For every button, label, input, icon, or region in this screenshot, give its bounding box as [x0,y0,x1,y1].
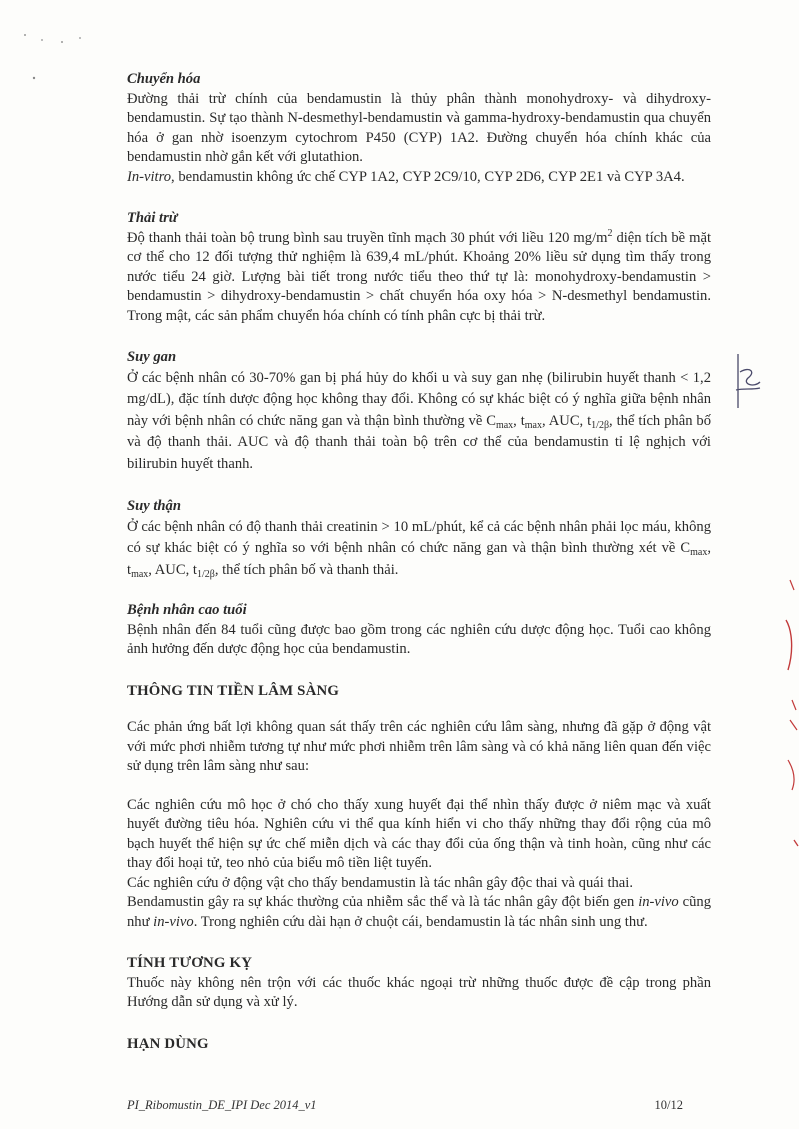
elderly-section [127,601,711,660]
excretion-text-b: diện tích bề mặt cơ thể cho 12 đối tượng thử nghiệm là 639,4 mL/phút. Khoảng 20% liều sử dụng tìm thấy trong nước tiểu 24 giờ. Lượng bài tiết trong nước tiểu theo thứ tự là: monohydroxy-bendamustin > bendamustin > dihydroxy-bendamustin > chất chuyển hóa oxy hóa > N-desmethyl bendamustin. Trong mật, các sản phẩm chuyển hóa chính có tính phân cực bị thải trừ. [127,229,711,324]
elderly-paragraph: Bệnh nhân đến 84 tuổi cũng được bao gồm trong các nghiên cứu dược động học. Tuổi cao không ảnh hưởng đến dược động học của bendamustin. [127,621,711,657]
expiry-heading: HẠN DÙNG [127,1035,209,1052]
preclinical-paragraph-4 [127,893,711,932]
hepatic-section [127,348,711,475]
page-footer [127,1098,683,1113]
excretion-text-a: Độ thanh thải toàn bộ trung bình sau truyền tĩnh mạch 30 phút với liều 120 mg/m [127,229,608,246]
tmax-subscript: max [524,419,542,431]
half-life-subscript: 1/2β [196,568,215,580]
hepatic-text-d: , thể tích phân bố và độ thanh thải. AUC và độ thanh thải toàn bộ trên cơ thể của bendamustin tỉ lệ nghịch với bilirubin huyết thanh. [127,412,711,472]
hepatic-text-a: Ở các bệnh nhân có 30-70% gan bị phá hủy do khối u và suy gan nhẹ (bilirubin huyết thanh < 1,2 mg/dL), đặc tính dược động học không thay đổi. Không có sự khác biệt có ý nghĩa giữa bệnh nhân này với bệnh nhân có chức năng gan và thận bình thường về C [127,369,711,429]
hepatic-heading: Suy gan [127,349,177,365]
preclinical-section [127,682,711,933]
cmax-subscript: max [495,419,514,431]
compatibility-heading: TÍNH TƯƠNG KỴ [127,955,253,971]
metabolism-section [127,70,711,187]
metabolism-paragraph: Đường thải trừ chính của bendamustin là thủy phân thành monohydroxy- và dihydroxy-bendamustin. Sự tạo thành N-desmethyl-bendamustin và gamma-hydroxy-bendamustin qua chuyển hóa ở gan nhờ isoenzym cytochrom P450 (CYP) 1A2. Đường chuyển hóa chính khác của bendamustin nhờ gắn kết với glutathion. [127,90,711,165]
half-life-subscript: 1/2β [591,419,610,431]
excretion-paragraph [127,229,711,327]
signature-mark [728,352,768,412]
excretion-heading: Thải trừ [127,210,178,226]
renal-heading: Suy thận [127,498,181,514]
in-vitro-term: In-vitro [127,168,172,185]
hepatic-text-c: , AUC, t [542,412,592,429]
unit-superscript: 2 [607,227,613,239]
renal-paragraph [127,517,711,582]
metabolism-heading: Chuyển hóa [127,71,201,87]
preclinical-paragraph-3: Các nghiên cứu ở động vật cho thấy bendamustin là tác nhân gây độc thai và quái thai. [127,874,633,891]
in-vivo-term-2: in-vivo [153,913,194,930]
compatibility-section [127,954,711,1013]
document-body [127,70,711,1054]
in-vitro-text: , bendamustin không ức chế CYP 1A2, CYP 2C9/10, CYP 2D6, CYP 2E1 và CYP 3A4. [171,168,685,185]
in-vitro-paragraph [127,168,711,188]
expiry-section [127,1035,711,1055]
compatibility-paragraph: Thuốc này không nên trộn với các thuốc khác ngoại trừ những thuốc được đề cập trong phần Hướng dẫn sử dụng và xử lý. [127,974,711,1010]
document-id: PI_Ribomustin_DE_IPI Dec 2014_v1 [127,1098,317,1112]
hepatic-paragraph [127,368,711,476]
preclinical-heading: THÔNG TIN TIỀN LÂM SÀNG [127,682,340,699]
cmax-subscript: max [690,547,708,558]
hepatic-text-b: , t [513,412,525,429]
excretion-section [127,209,711,326]
scan-speck-marks [20,30,90,90]
renal-text-b: , t [127,540,711,578]
renal-text-d: , thể tích phân bố và thanh thải. [214,561,399,578]
tmax-subscript: max [131,568,149,580]
preclinical-paragraph-2: Các nghiên cứu mô học ở chó cho thấy xung huyết đại thể nhìn thấy được ở niêm mạc và xuất huyết đường tiêu hóa. Nghiên cứu vi thể qua kính hiển vi cho thấy những thay đổi rộng của mô bạch huyết thể hiện sự ức chế miễn dịch và các thay đổi của ống thận và tinh hoàn, cũng như các thay đổi hoại tử, teo nhỏ của biểu mô tiền liệt tuyến. [127,796,711,871]
red-stamp-fragment [778,560,799,860]
in-vivo-term-1: in-vivo [638,894,679,910]
genotox-text-c: . Trong nghiên cứu dài hạn ở chuột cái, bendamustin là tác nhân sinh ung thư. [193,913,648,930]
elderly-heading: Bệnh nhân cao tuổi [127,602,247,618]
page-number: 10/12 [654,1098,683,1112]
renal-section [127,497,711,581]
preclinical-paragraph-1: Các phản ứng bất lợi không quan sát thấy trên các nghiên cứu lâm sàng, nhưng đã gặp ở động vật với mức phơi nhiễm tương tự như mức phơi nhiễm trên lâm sàng và có khả năng liên quan đến việc sử dụng trên lâm sàng như sau: [127,719,711,774]
genotox-text-a: Bendamustin gây ra sự khác thường của nhiễm sắc thể và là tác nhân gây đột biến gen [127,894,639,910]
renal-text-a: Ở các bệnh nhân có độ thanh thải creatinin > 10 mL/phút, kể cả các bệnh nhân phải lọc máu, không có sự khác biệt có ý nghĩa so với bệnh nhân có chức năng gan và thận bình thường xét về C [127,518,711,556]
genotox-text-b: cũng như [127,894,711,930]
renal-text-c: , AUC, t [148,561,197,578]
